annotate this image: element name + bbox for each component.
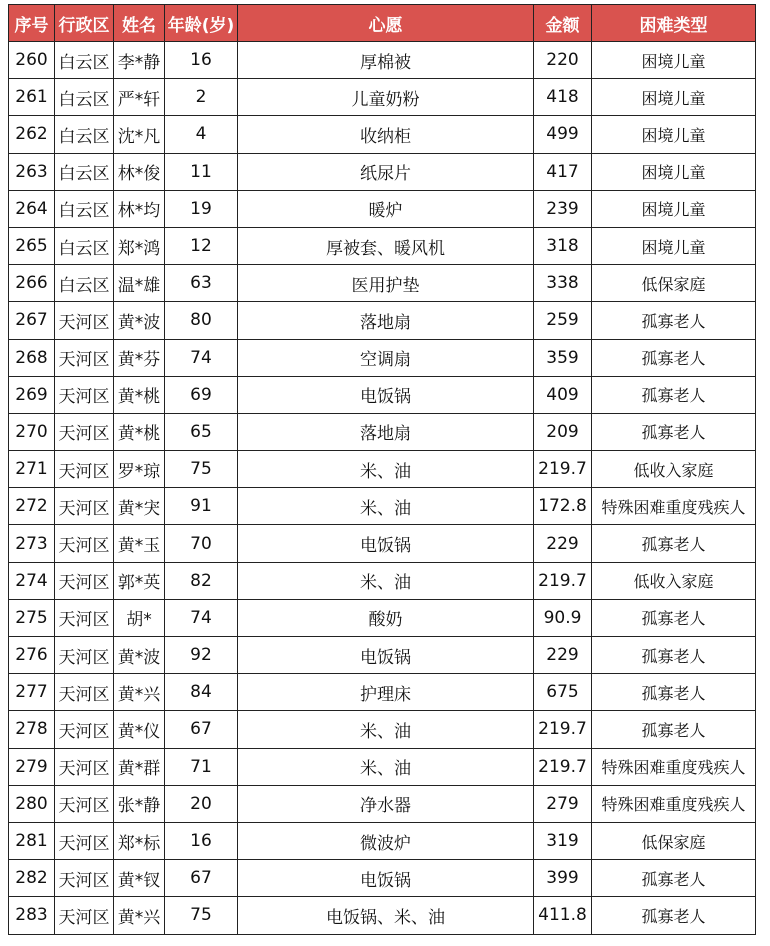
cell-age: 71 [165,748,238,785]
cell-hardship-type: 困境儿童 [592,79,756,116]
cell-wish: 米、油 [238,562,534,599]
cell-hardship-type: 孤寡老人 [592,637,756,674]
cell-age: 84 [165,674,238,711]
cell-amount: 338 [534,265,592,302]
cell-name: 林*俊 [114,153,165,190]
cell-wish: 护理床 [238,674,534,711]
table-row [9,897,756,934]
cell-amount: 279 [534,785,592,822]
cell-hardship-type: 特殊困难重度残疾人 [592,748,756,785]
table-row [9,153,756,190]
cell-wish: 落地扇 [238,302,534,339]
cell-amount: 219.7 [534,748,592,785]
cell-serial: 274 [9,562,55,599]
cell-district: 天河区 [55,748,114,785]
table-row [9,451,756,488]
cell-amount: 499 [534,116,592,153]
table-row [9,785,756,822]
cell-name: 李*静 [114,42,165,79]
cell-serial: 278 [9,711,55,748]
cell-wish: 暖炉 [238,190,534,227]
cell-wish: 米、油 [238,451,534,488]
cell-amount: 172.8 [534,488,592,525]
cell-amount: 229 [534,637,592,674]
cell-serial: 273 [9,525,55,562]
table-row [9,376,756,413]
wish-table-container [8,4,756,935]
cell-wish: 儿童奶粉 [238,79,534,116]
table-row [9,488,756,525]
cell-district: 天河区 [55,637,114,674]
table-row [9,302,756,339]
cell-hardship-type: 孤寡老人 [592,376,756,413]
cell-amount: 219.7 [534,451,592,488]
cell-name: 黄*钗 [114,860,165,897]
cell-serial: 261 [9,79,55,116]
cell-district: 天河区 [55,525,114,562]
cell-hardship-type: 特殊困难重度残疾人 [592,488,756,525]
cell-hardship-type: 孤寡老人 [592,674,756,711]
cell-name: 林*均 [114,190,165,227]
cell-wish: 电饭锅、米、油 [238,897,534,934]
cell-district: 天河区 [55,339,114,376]
cell-age: 67 [165,711,238,748]
cell-age: 75 [165,897,238,934]
table-row [9,339,756,376]
cell-district: 天河区 [55,488,114,525]
cell-name: 黄*波 [114,302,165,339]
cell-serial: 277 [9,674,55,711]
cell-amount: 411.8 [534,897,592,934]
cell-wish: 电饭锅 [238,860,534,897]
cell-hardship-type: 低保家庭 [592,265,756,302]
cell-district: 白云区 [55,227,114,264]
cell-district: 白云区 [55,116,114,153]
cell-serial: 282 [9,860,55,897]
cell-serial: 281 [9,822,55,859]
table-row [9,637,756,674]
cell-name: 严*轩 [114,79,165,116]
wish-table [8,4,756,935]
table-body [9,42,756,935]
cell-hardship-type: 孤寡老人 [592,302,756,339]
cell-serial: 280 [9,785,55,822]
cell-district: 天河区 [55,674,114,711]
cell-age: 65 [165,413,238,450]
cell-age: 67 [165,860,238,897]
cell-hardship-type: 孤寡老人 [592,711,756,748]
cell-hardship-type: 困境儿童 [592,42,756,79]
cell-wish: 厚棉被 [238,42,534,79]
table-row [9,79,756,116]
cell-district: 白云区 [55,190,114,227]
cell-district: 天河区 [55,413,114,450]
cell-amount: 359 [534,339,592,376]
cell-amount: 399 [534,860,592,897]
cell-wish: 米、油 [238,488,534,525]
cell-name: 温*雄 [114,265,165,302]
header-name: 姓名 [114,5,165,42]
cell-district: 天河区 [55,822,114,859]
cell-serial: 262 [9,116,55,153]
cell-hardship-type: 低收入家庭 [592,562,756,599]
cell-age: 75 [165,451,238,488]
cell-serial: 275 [9,599,55,636]
cell-serial: 276 [9,637,55,674]
cell-serial: 279 [9,748,55,785]
cell-name: 黄*兴 [114,897,165,934]
cell-name: 郑*鸿 [114,227,165,264]
cell-serial: 271 [9,451,55,488]
cell-hardship-type: 困境儿童 [592,190,756,227]
cell-name: 黄*宊 [114,488,165,525]
cell-age: 20 [165,785,238,822]
header-serial: 序号 [9,5,55,42]
cell-district: 天河区 [55,376,114,413]
header-hardship-type: 困难类型 [592,5,756,42]
cell-serial: 270 [9,413,55,450]
cell-amount: 220 [534,42,592,79]
cell-serial: 266 [9,265,55,302]
table-row [9,674,756,711]
cell-district: 天河区 [55,897,114,934]
cell-name: 黄*桃 [114,376,165,413]
cell-serial: 265 [9,227,55,264]
cell-age: 16 [165,42,238,79]
cell-hardship-type: 孤寡老人 [592,860,756,897]
cell-age: 11 [165,153,238,190]
cell-age: 2 [165,79,238,116]
cell-serial: 267 [9,302,55,339]
cell-age: 12 [165,227,238,264]
cell-age: 16 [165,822,238,859]
cell-district: 天河区 [55,599,114,636]
cell-wish: 电饭锅 [238,525,534,562]
table-row [9,227,756,264]
cell-serial: 263 [9,153,55,190]
cell-district: 白云区 [55,79,114,116]
cell-district: 天河区 [55,451,114,488]
cell-serial: 268 [9,339,55,376]
cell-age: 19 [165,190,238,227]
cell-amount: 229 [534,525,592,562]
cell-wish: 微波炉 [238,822,534,859]
header-wish: 心愿 [238,5,534,42]
cell-wish: 空调扇 [238,339,534,376]
cell-name: 黄*桃 [114,413,165,450]
cell-name: 胡* [114,599,165,636]
cell-serial: 283 [9,897,55,934]
cell-wish: 纸尿片 [238,153,534,190]
cell-amount: 259 [534,302,592,339]
cell-wish: 电饭锅 [238,376,534,413]
header-age: 年龄(岁) [165,5,238,42]
cell-amount: 209 [534,413,592,450]
cell-wish: 落地扇 [238,413,534,450]
table-row [9,116,756,153]
cell-amount: 319 [534,822,592,859]
cell-hardship-type: 困境儿童 [592,227,756,264]
cell-age: 4 [165,116,238,153]
cell-name: 郭*英 [114,562,165,599]
cell-serial: 272 [9,488,55,525]
cell-hardship-type: 困境儿童 [592,153,756,190]
cell-age: 69 [165,376,238,413]
table-row [9,711,756,748]
cell-amount: 219.7 [534,711,592,748]
table-row [9,42,756,79]
cell-name: 张*静 [114,785,165,822]
cell-name: 罗*琼 [114,451,165,488]
cell-name: 黄*玉 [114,525,165,562]
header-amount: 金额 [534,5,592,42]
cell-name: 黄*波 [114,637,165,674]
cell-district: 白云区 [55,42,114,79]
cell-district: 天河区 [55,562,114,599]
cell-hardship-type: 孤寡老人 [592,599,756,636]
table-row [9,525,756,562]
cell-age: 74 [165,599,238,636]
cell-amount: 239 [534,190,592,227]
cell-hardship-type: 孤寡老人 [592,897,756,934]
cell-amount: 90.9 [534,599,592,636]
header-row [9,5,756,42]
cell-wish: 米、油 [238,748,534,785]
cell-serial: 260 [9,42,55,79]
cell-name: 黄*芬 [114,339,165,376]
cell-age: 82 [165,562,238,599]
cell-age: 92 [165,637,238,674]
cell-amount: 409 [534,376,592,413]
header-district: 行政区 [55,5,114,42]
cell-wish: 医用护垫 [238,265,534,302]
cell-amount: 675 [534,674,592,711]
cell-age: 74 [165,339,238,376]
cell-hardship-type: 低收入家庭 [592,451,756,488]
cell-district: 天河区 [55,785,114,822]
cell-wish: 净水器 [238,785,534,822]
table-row [9,822,756,859]
cell-hardship-type: 孤寡老人 [592,413,756,450]
table-row [9,860,756,897]
table-row [9,599,756,636]
cell-name: 沈*凡 [114,116,165,153]
cell-district: 天河区 [55,711,114,748]
table-row [9,190,756,227]
cell-serial: 264 [9,190,55,227]
cell-serial: 269 [9,376,55,413]
cell-age: 91 [165,488,238,525]
cell-district: 天河区 [55,302,114,339]
cell-age: 70 [165,525,238,562]
cell-wish: 厚被套、暖风机 [238,227,534,264]
cell-amount: 418 [534,79,592,116]
cell-hardship-type: 低保家庭 [592,822,756,859]
cell-hardship-type: 孤寡老人 [592,339,756,376]
cell-district: 天河区 [55,860,114,897]
cell-wish: 电饭锅 [238,637,534,674]
cell-wish: 米、油 [238,711,534,748]
cell-name: 黄*兴 [114,674,165,711]
table-row [9,413,756,450]
table-row [9,748,756,785]
cell-name: 黄*群 [114,748,165,785]
cell-name: 黄*仪 [114,711,165,748]
cell-district: 白云区 [55,153,114,190]
cell-amount: 219.7 [534,562,592,599]
cell-hardship-type: 特殊困难重度残疾人 [592,785,756,822]
cell-amount: 417 [534,153,592,190]
cell-wish: 收纳柜 [238,116,534,153]
cell-hardship-type: 困境儿童 [592,116,756,153]
cell-amount: 318 [534,227,592,264]
cell-district: 白云区 [55,265,114,302]
cell-age: 80 [165,302,238,339]
cell-wish: 酸奶 [238,599,534,636]
cell-hardship-type: 孤寡老人 [592,525,756,562]
cell-age: 63 [165,265,238,302]
table-row [9,562,756,599]
table-row [9,265,756,302]
cell-name: 郑*标 [114,822,165,859]
